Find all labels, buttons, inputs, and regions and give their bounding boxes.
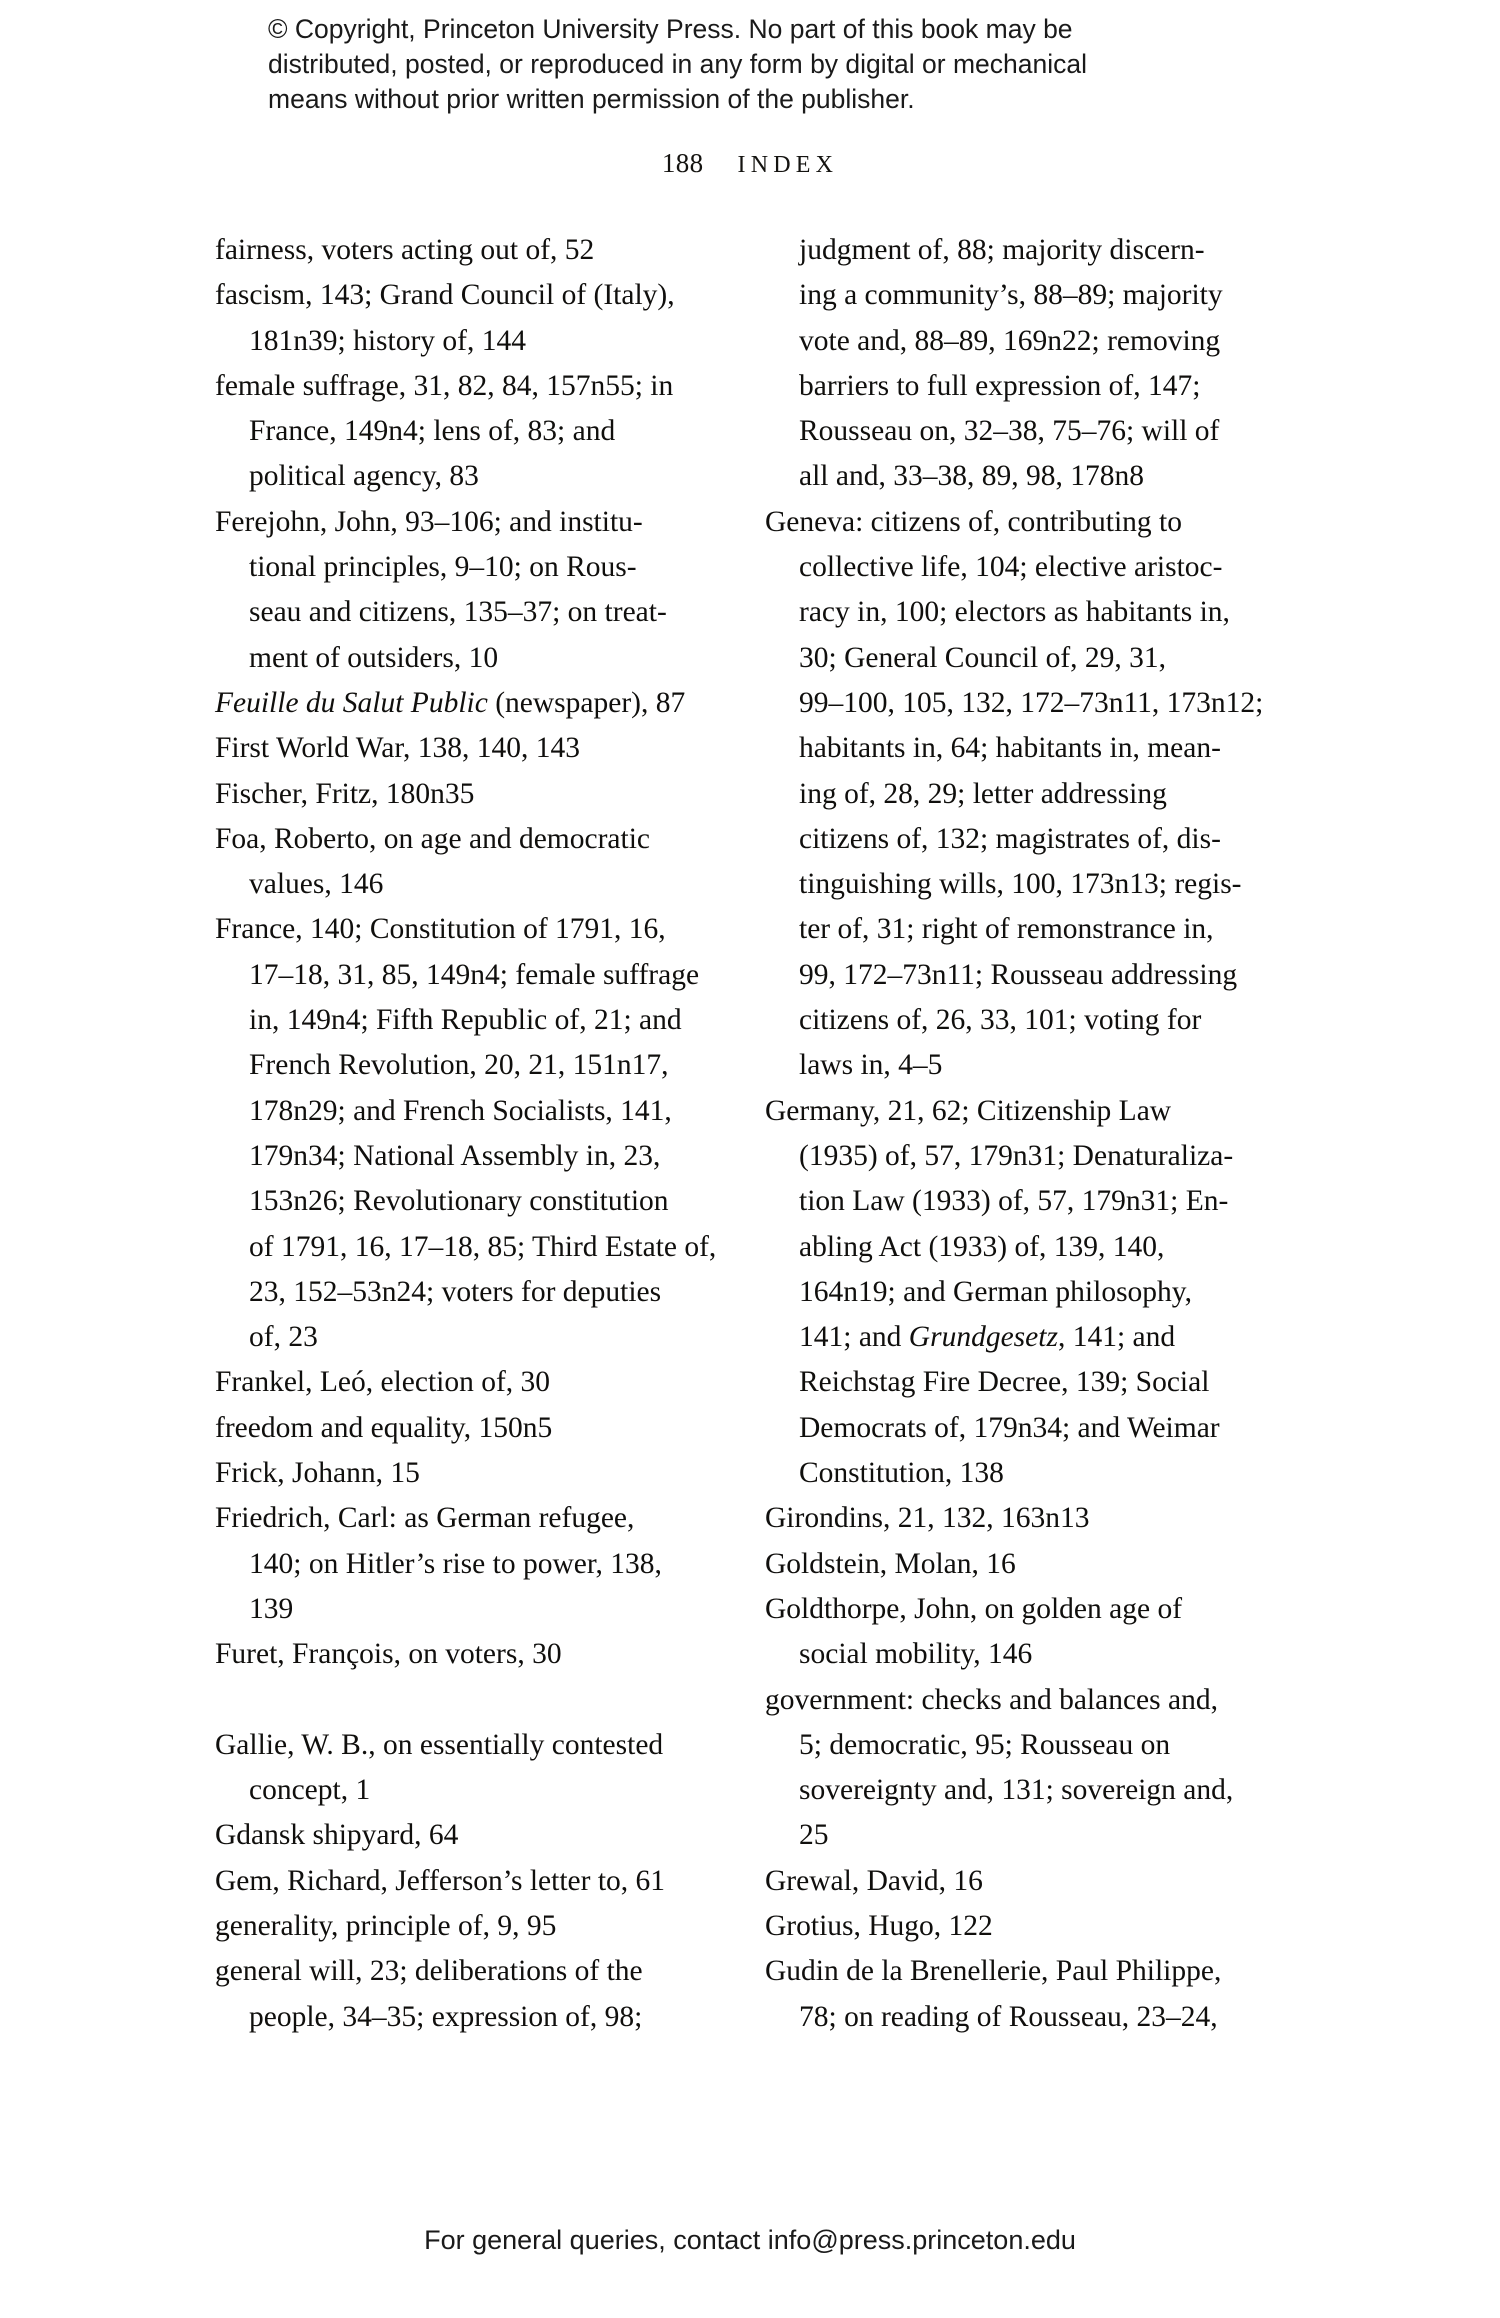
index-entry xyxy=(215,500,715,681)
index-entry-continuation-line: ment of outsiders, 10 xyxy=(249,641,499,674)
index-entry-head-line: Fischer, Fritz, 180n35 xyxy=(215,777,475,810)
index-entry xyxy=(215,1949,715,2040)
index-entry-continuation-line: 99, 172–73n11; Rousseau addressing xyxy=(799,958,1238,991)
index-entry-continuation-line: 140; on Hitler’s rise to power, 138, xyxy=(249,1547,662,1580)
index-entry xyxy=(765,1089,1265,1497)
index-entry-head-line: First World War, 138, 140, 143 xyxy=(215,732,581,765)
index-entry-head-line: female suffrage, 31, 82, 84, 157n55; in xyxy=(215,369,674,402)
index-entry xyxy=(765,1587,1265,1678)
index-entry-continuation-line: sovereignty and, 131; sovereign and, xyxy=(799,1774,1234,1807)
index-entry-continuation-line: France, 149n4; lens of, 83; and xyxy=(249,415,616,448)
index-entry-continuation-line: 23, 152–53n24; voters for deputies xyxy=(249,1275,662,1308)
index-column-left xyxy=(215,228,715,2040)
index-entry-continuation-line: Rousseau on, 32–38, 75–76; will of xyxy=(799,415,1220,448)
index-entry-head-line: Gudin de la Brenellerie, Paul Philippe, xyxy=(765,1955,1222,1988)
index-entry-head-line: generality, principle of, 9, 95 xyxy=(215,1909,557,1942)
index-entry xyxy=(215,364,715,500)
index-entry xyxy=(215,1723,715,1814)
index-entry-continuation-line: 99–100, 105, 132, 172–73n11, 173n12; xyxy=(799,686,1264,719)
index-entry-continuation-line: Reichstag Fire Decree, 139; Social xyxy=(799,1366,1210,1399)
index-entry-continuation-line: 164n19; and German philosophy, xyxy=(799,1275,1193,1308)
index-entry-continuation-line: 178n29; and French Socialists, 141, xyxy=(249,1094,672,1127)
index-entry-head-line: Gem, Richard, Jefferson’s letter to, 61 xyxy=(215,1864,666,1897)
index-entry xyxy=(765,1904,1265,1949)
index-entry-continuation-line: collective life, 104; elective aristoc- xyxy=(799,551,1223,584)
index-entry-continuation-line: tinguishing wills, 100, 173n13; regis- xyxy=(799,868,1242,901)
index-entry-continuation-line: (1935) of, 57, 179n31; Denaturaliza- xyxy=(799,1139,1234,1172)
index-entry-continuation-line: values, 146 xyxy=(249,868,384,901)
index-entry-head-line: Goldstein, Molan, 16 xyxy=(765,1547,1016,1580)
index-entry-continuation-line: citizens of, 26, 33, 101; voting for xyxy=(799,1004,1202,1037)
index-entry-head-line: Frick, Johann, 15 xyxy=(215,1457,420,1490)
index-entry xyxy=(215,817,715,908)
index-entry-head-line: Geneva: citizens of, contributing to xyxy=(765,505,1182,538)
index-entry-continuation-line: Democrats of, 179n34; and Weimar xyxy=(799,1411,1220,1444)
index-entry-continuation-line: 153n26; Revolutionary constitution xyxy=(249,1185,669,1218)
index-entry-continuation-line: 17–18, 31, 85, 149n4; female suffrage xyxy=(249,958,700,991)
index-entry-continuation-line: 181n39; history of, 144 xyxy=(249,324,526,357)
index-entry-head-line: Gdansk shipyard, 64 xyxy=(215,1819,459,1852)
index-entry-continuation-line: 179n34; National Assembly in, 23, xyxy=(249,1139,661,1172)
index-entry xyxy=(765,500,1265,1089)
index-entry-head-line: Furet, François, on voters, 30 xyxy=(215,1638,562,1671)
index-entry-head-line: Ferejohn, John, 93–106; and institu- xyxy=(215,505,643,538)
index-entry-continuation-line: 141; and Grundgesetz, 141; and xyxy=(799,1321,1176,1354)
index-entry-head-line: Girondins, 21, 132, 163n13 xyxy=(765,1502,1090,1535)
index-entry-continuation-line: French Revolution, 20, 21, 151n17, xyxy=(249,1049,669,1082)
index-entry-continuation-line: 5; democratic, 95; Rousseau on xyxy=(799,1728,1171,1761)
index-entry-continuation-line: of 1791, 16, 17–18, 85; Third Estate of, xyxy=(249,1230,717,1263)
running-head-label: INDEX xyxy=(737,152,839,178)
running-head xyxy=(0,148,1500,179)
index-entry xyxy=(765,1542,1265,1587)
index-entry xyxy=(215,273,715,364)
index-entry xyxy=(215,772,715,817)
index-entry xyxy=(215,1813,715,1858)
index-entry xyxy=(215,1496,715,1632)
index-entry xyxy=(765,1496,1265,1541)
index-entry xyxy=(765,1678,1265,1859)
index-entry xyxy=(215,1632,715,1677)
index-section-break xyxy=(215,1678,715,1723)
index-entry-continuation-line: of, 23 xyxy=(249,1321,318,1354)
index-entry-continuation-line: concept, 1 xyxy=(249,1774,371,1807)
copyright-line: distributed, posted, or reproduced in any form by digital or mechanical xyxy=(268,49,1087,79)
index-entry-continuation-line: habitants in, 64; habitants in, mean- xyxy=(799,732,1221,765)
index-entry-head-line: Goldthorpe, John, on golden age of xyxy=(765,1592,1183,1625)
index-entry-continuation-line: racy in, 100; electors as habitants in, xyxy=(799,596,1230,629)
index-entry xyxy=(765,1859,1265,1904)
index-entry-head-line: Feuille du Salut Public (newspaper), 87 xyxy=(215,686,686,719)
index-entry-continuation-line: ing a community’s, 88–89; majority xyxy=(799,279,1223,312)
index-entry xyxy=(765,1949,1265,2040)
index-entry-continuation-line: in, 149n4; Fifth Republic of, 21; and xyxy=(249,1004,682,1037)
index-entry-continuation-line: laws in, 4–5 xyxy=(799,1049,943,1082)
index-entry-continuation-line: ter of, 31; right of remonstrance in, xyxy=(799,913,1214,946)
footer-query-line: For general queries, contact info@press.princeton.edu xyxy=(424,2225,1076,2255)
page-number: 188 xyxy=(661,148,704,178)
index-entry-continuation-line: Constitution, 138 xyxy=(799,1457,1004,1490)
index-entry-continuation-line: tion Law (1933) of, 57, 179n31; En- xyxy=(799,1185,1229,1218)
index-entry xyxy=(215,1360,715,1405)
copyright-line: © Copyright, Princeton University Press. No part of this book may be xyxy=(268,14,1073,44)
index-entry-head-line: France, 140; Constitution of 1791, 16, xyxy=(215,913,666,946)
index-entry-head-line: freedom and equality, 150n5 xyxy=(215,1411,553,1444)
index-entry-continuation-line: 139 xyxy=(249,1592,294,1625)
index-entry-head-line: Grewal, David, 16 xyxy=(765,1864,983,1897)
index-entry-continuation-line: judgment of, 88; majority discern- xyxy=(799,234,1205,266)
index-entry-head-line: Grotius, Hugo, 122 xyxy=(765,1909,993,1942)
copyright-notice xyxy=(268,12,1228,117)
index-entry xyxy=(765,228,1265,500)
index-entry-continuation-line: tional principles, 9–10; on Rous- xyxy=(249,551,637,584)
index-entry-continuation-line: 30; General Council of, 29, 31, xyxy=(799,641,1167,674)
index-entry-continuation-line: barriers to full expression of, 147; xyxy=(799,369,1201,402)
index-entry xyxy=(215,228,715,273)
index-entry-continuation-line: abling Act (1933) of, 139, 140, xyxy=(799,1230,1165,1263)
index-entry xyxy=(215,681,715,726)
index-entry-head-line: government: checks and balances and, xyxy=(765,1683,1218,1716)
index-entry-continuation-line: vote and, 88–89, 169n22; removing xyxy=(799,324,1221,357)
index-entry-continuation-line: social mobility, 146 xyxy=(799,1638,1033,1671)
index-entry-head-line: fascism, 143; Grand Council of (Italy), xyxy=(215,279,675,312)
index-entry-continuation-line: 78; on reading of Rousseau, 23–24, xyxy=(799,2000,1218,2033)
copyright-line: means without prior written permission of the publisher. xyxy=(268,84,915,114)
index-entry-continuation-line: people, 34–35; expression of, 98; xyxy=(249,2000,643,2033)
index-body xyxy=(0,228,1500,2038)
index-entry-head-line: Frankel, Leó, election of, 30 xyxy=(215,1366,551,1399)
index-entry-continuation-line: political agency, 83 xyxy=(249,460,479,493)
index-entry xyxy=(215,1859,715,1904)
index-entry-continuation-line: seau and citizens, 135–37; on treat- xyxy=(249,596,667,629)
index-entry xyxy=(215,1451,715,1496)
index-entry-continuation-line: 25 xyxy=(799,1819,829,1852)
index-entry-continuation-line: citizens of, 132; magistrates of, dis- xyxy=(799,822,1221,855)
index-entry xyxy=(215,1904,715,1949)
index-entry-continuation-line: ing of, 28, 29; letter addressing xyxy=(799,777,1167,810)
index-entry-continuation-line: all and, 33–38, 89, 98, 178n8 xyxy=(799,460,1144,493)
index-entry-head-line: Foa, Roberto, on age and democratic xyxy=(215,822,650,855)
index-entry-head-line: Germany, 21, 62; Citizenship Law xyxy=(765,1094,1172,1127)
index-entry xyxy=(215,1406,715,1451)
index-entry xyxy=(215,907,715,1360)
index-entry-head-line: general will, 23; deliberations of the xyxy=(215,1955,643,1988)
index-entry xyxy=(215,726,715,771)
index-entry-head-line: Friedrich, Carl: as German refugee, xyxy=(215,1502,635,1535)
index-column-right xyxy=(765,228,1265,2040)
index-entry-head-line: fairness, voters acting out of, 52 xyxy=(215,234,595,266)
index-entry-head-line: Gallie, W. B., on essentially contested xyxy=(215,1728,664,1761)
